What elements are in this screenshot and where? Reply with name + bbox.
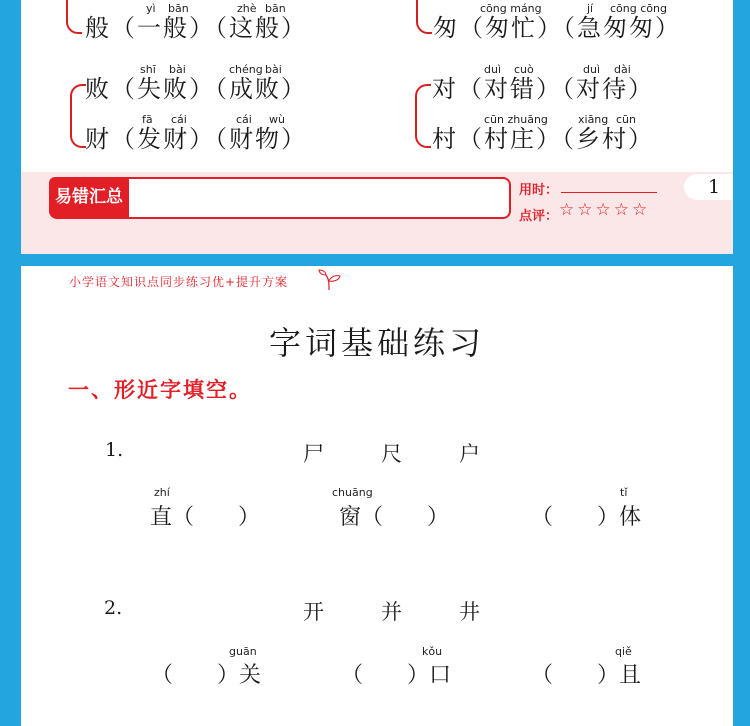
workbook-page-2 (21, 266, 733, 726)
series-header: 小学语文知识点同步练习优+提升方案 (69, 275, 289, 289)
pinyin: fā (142, 113, 153, 126)
pinyin: chéng (229, 63, 263, 76)
pinyin: xiāng (578, 113, 609, 126)
rating-stars[interactable]: ☆☆☆☆☆ (559, 200, 651, 220)
word-group-line: 财（发财）（财物） (85, 125, 307, 153)
rating-label: 点评： (519, 209, 559, 224)
pinyin: cái (171, 113, 187, 126)
option-char: 开 (303, 600, 324, 624)
bracket (66, 0, 82, 34)
pinyin: zhí (154, 486, 170, 499)
pinyin: cuò (514, 63, 534, 76)
pinyin: bài (265, 63, 282, 76)
pinyin: qiě (615, 645, 632, 658)
pinyin: bài (169, 63, 186, 76)
fill-blank[interactable]: （ ）且 (531, 663, 642, 688)
pinyin: tǐ (620, 486, 628, 499)
word-group-line: 匆（匆忙）（急匆匆） (433, 14, 681, 42)
pinyin: duì (484, 63, 502, 76)
option-char: 尺 (381, 442, 402, 466)
question-number: 1. (105, 439, 124, 461)
pinyin: bān (265, 2, 286, 15)
pinyin: cūn zhuāng (484, 113, 548, 126)
fill-blank[interactable]: （ ）体 (531, 505, 642, 530)
pinyin: wù (269, 113, 285, 126)
pinyin: bān (168, 2, 189, 15)
word-group-line: 对（对错）（对待） (432, 75, 654, 103)
section-heading: 一、形近字填空。 (68, 377, 252, 402)
word-group-line: 败（失败）（成败） (85, 75, 307, 103)
pinyin: yì (146, 2, 156, 15)
fill-blank[interactable]: （ ）关 (151, 663, 262, 688)
page-title: 字词基础练习 (268, 324, 485, 362)
bracket (70, 84, 86, 148)
fill-blank[interactable]: 窗（ ） (339, 505, 450, 530)
word-group-line: 村（村庄）（乡村） (432, 125, 654, 153)
pinyin: cōng máng (480, 2, 542, 15)
time-blank-line[interactable] (561, 192, 657, 193)
pinyin: cōng cōng (610, 2, 667, 15)
pinyin: guān (229, 645, 257, 658)
pinyin: shī (140, 63, 156, 76)
option-char: 户 (459, 442, 480, 466)
question-number: 2. (104, 597, 123, 619)
pinyin: cái (236, 113, 252, 126)
fill-blank[interactable]: 直（ ） (150, 505, 261, 530)
bracket (416, 0, 432, 34)
pinyin: zhè (237, 2, 257, 15)
pinyin: duì (583, 63, 601, 76)
word-group-line: 般（一般）（这般） (85, 14, 307, 42)
option-char: 尸 (303, 442, 324, 466)
fill-blank[interactable]: （ ）口 (341, 663, 452, 688)
pinyin: chuāng (332, 486, 373, 499)
sprout-icon (317, 269, 343, 291)
option-char: 并 (381, 600, 402, 624)
pinyin: kǒu (422, 645, 443, 658)
error-summary-label: 易错汇总 (49, 177, 129, 217)
pinyin: dài (614, 63, 631, 76)
page-number: 1 (684, 174, 733, 200)
pinyin: jí (587, 2, 594, 15)
workbook-page-1 (21, 0, 733, 254)
time-label: 用时： (519, 183, 559, 198)
option-char: 井 (459, 600, 480, 624)
bracket (415, 84, 431, 148)
pinyin: cūn (616, 113, 636, 126)
